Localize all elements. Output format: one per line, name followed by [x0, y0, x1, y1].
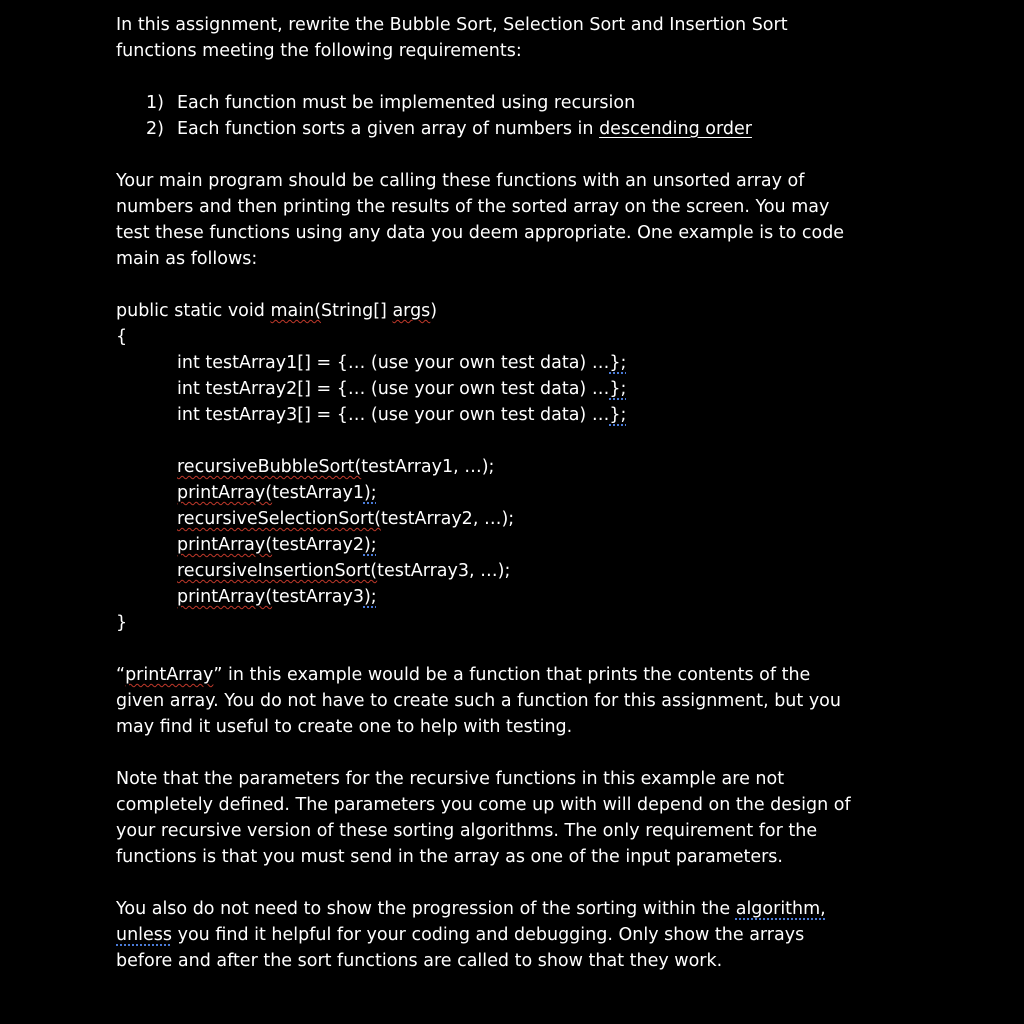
print-array-line-1: “printArray” in this example would be a function that prints the contents of the: [116, 665, 811, 685]
document: [116, 12, 916, 974]
code-array-line: int testArray2[] = {… (use your own test data) …};: [177, 379, 627, 399]
spell-printarray: printArray: [125, 665, 214, 685]
code-call-line: printArray(testArray2);: [177, 535, 377, 555]
code-call-line: recursiveInsertionSort(testArray3, …);: [177, 561, 511, 581]
intro-line-2: functions meeting the following requirements:: [116, 41, 522, 61]
print-array-line-3: may find it useful to create one to help with testing.: [116, 717, 573, 737]
final-line-1: You also do not need to show the progression of the sorting within the algorithm,: [116, 899, 826, 919]
requirements-list: [116, 90, 916, 142]
code-call-line: printArray(testArray1);: [177, 483, 377, 503]
code-array-line: int testArray3[] = {… (use your own test data) …};: [177, 405, 627, 425]
spell-main: main(: [270, 301, 321, 321]
main-intro-line: Your main program should be calling these functions with an unsorted array of: [116, 171, 805, 191]
requirement-item: 1) Each function must be implemented using recursion: [116, 90, 916, 116]
code-close-brace: }: [116, 613, 128, 633]
code-array-line: int testArray1[] = {… (use your own test data) …};: [177, 353, 627, 373]
spell-args: args: [392, 301, 431, 321]
intro-line-1: In this assignment, rewrite the Bubble Sort, Selection Sort and Insertion Sort: [116, 15, 788, 35]
final-line-2: unless you find it helpful for your coding and debugging. Only show the arrays: [116, 925, 805, 945]
descending-order-underlined: descending order: [599, 119, 752, 139]
grammar-algorithm: algorithm,: [735, 899, 826, 919]
main-intro-line: main as follows:: [116, 249, 258, 269]
main-intro-line: numbers and then printing the results of the sorted array on the screen. You may: [116, 197, 830, 217]
grammar-unless: unless: [116, 925, 173, 945]
requirement-text: Each function sorts a given array of numbers in: [177, 119, 600, 139]
print-array-line-2: given array. You do not have to create such a function for this assignment, but you: [116, 691, 841, 711]
code-call-line: recursiveBubbleSort(testArray1, …);: [177, 457, 495, 477]
code-call-line: recursiveSelectionSort(testArray2, …);: [177, 509, 515, 529]
final-line-3: before and after the sort functions are called to show that they work.: [116, 951, 723, 971]
requirement-text: Each function must be implemented using recursion: [177, 93, 636, 113]
note-line: completely defined. The parameters you come up with will depend on the design of: [116, 795, 851, 815]
main-intro-line: test these functions using any data you deem appropriate. One example is to code: [116, 223, 845, 243]
requirement-item: 2) Each function sorts a given array of numbers in descending order: [146, 119, 752, 139]
code-call-line: printArray(testArray3);: [177, 587, 377, 607]
code-signature: public static void main(String[] args): [116, 301, 438, 321]
code-block: [116, 298, 916, 636]
note-line: your recursive version of these sorting algorithms. The only requirement for the: [116, 821, 818, 841]
code-open-brace: {: [116, 327, 128, 347]
note-line: Note that the parameters for the recursive functions in this example are not: [116, 769, 785, 789]
note-line: functions is that you must send in the array as one of the input parameters.: [116, 847, 783, 867]
